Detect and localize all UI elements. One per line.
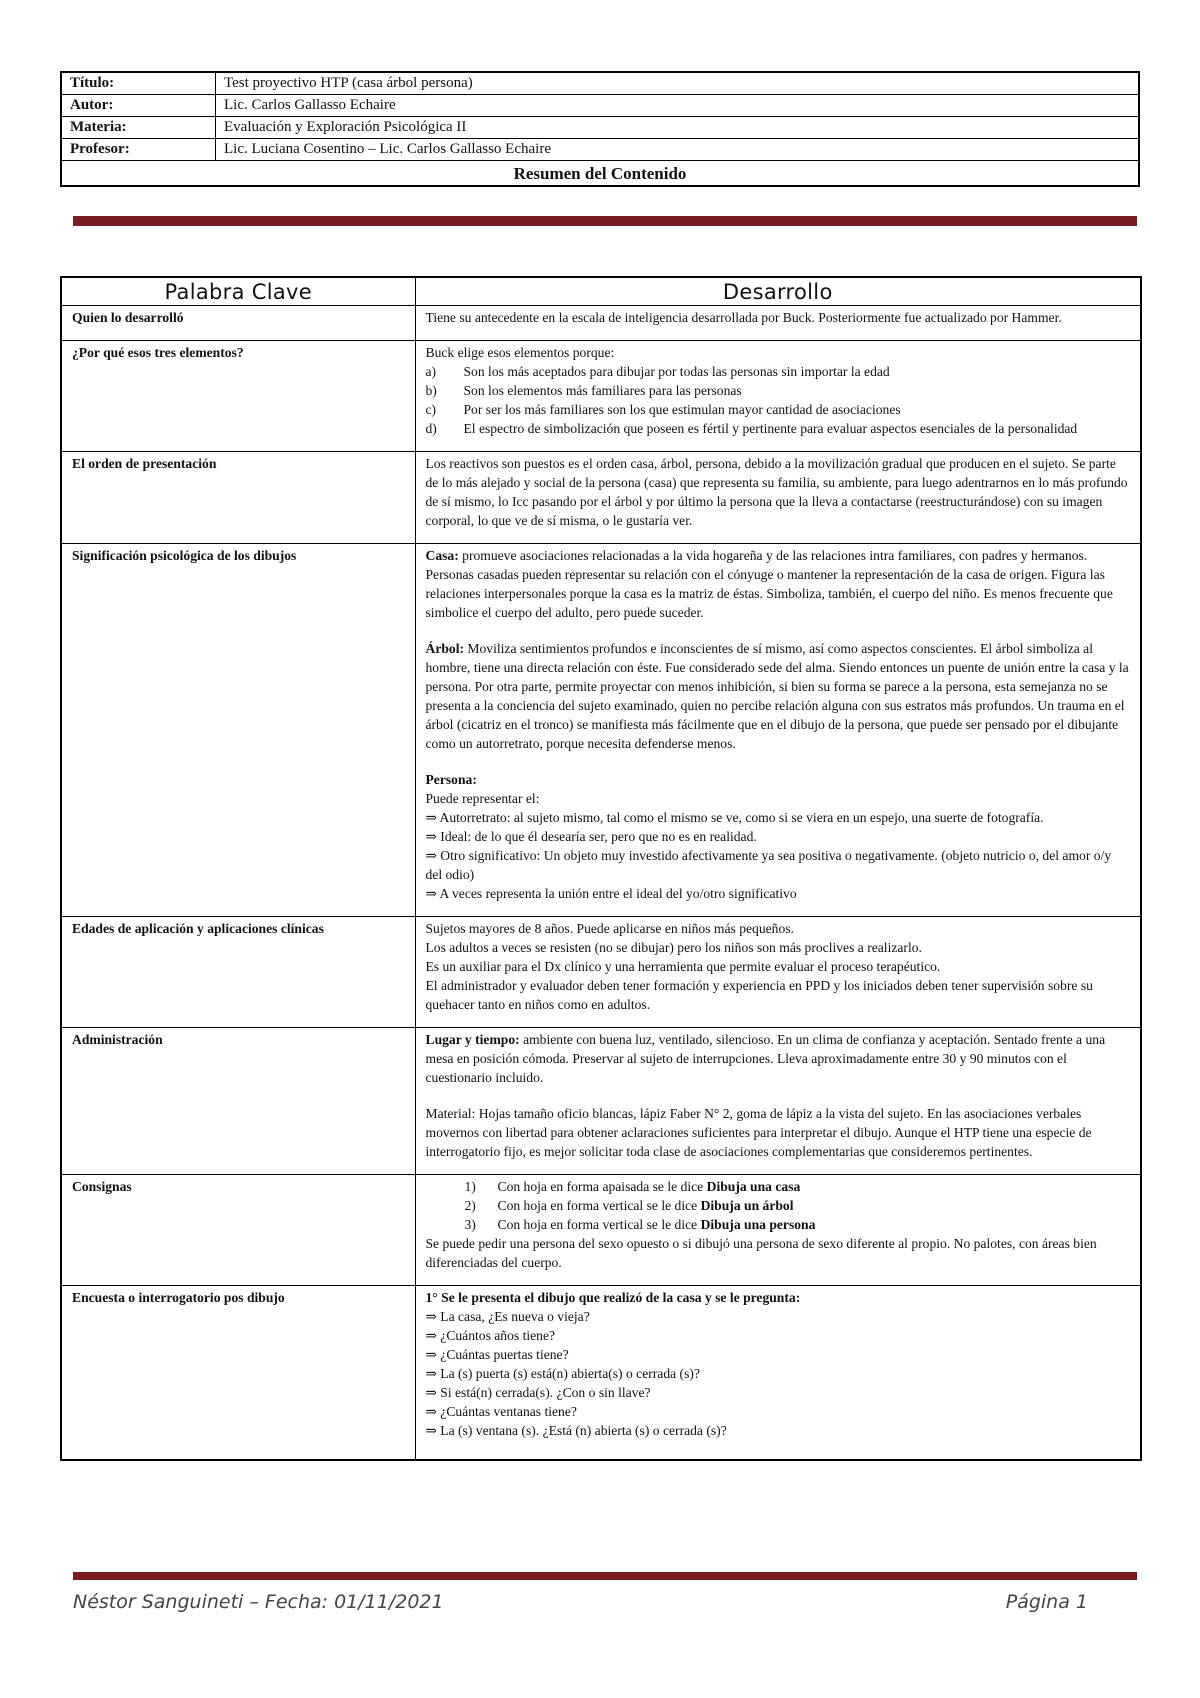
footer-page-number: Página 1: [1005, 1591, 1088, 1613]
list-marker: 1): [464, 1179, 476, 1194]
info-row-title: [61, 72, 1139, 95]
list-marker: 3): [464, 1217, 476, 1232]
row-content: [415, 306, 1141, 341]
summary-title: Resumen del Contenido: [61, 161, 1139, 187]
column-header-development: Desarrollo: [415, 277, 1141, 306]
row-content: [415, 1286, 1141, 1461]
divider-bar-bottom: [73, 1572, 1137, 1580]
divider-bar-top: [73, 216, 1137, 226]
list-text: Con hoja en forma apaisada se le dice: [497, 1179, 707, 1194]
table-row: [61, 306, 1141, 341]
list-item: [426, 1196, 1131, 1215]
term-text: ambiente con buena luz, ventilado, silencioso. En un clima de confianza y aceptación. Sentado frente a una mesa en posición cómoda. Preservar al sujeto de interrupciones. Lleva aproximadamente entre 30 y 90 minutos con el cuestionario incluido.: [425, 1032, 1106, 1085]
list-marker: d): [425, 421, 437, 436]
row-key: Encuesta o interrogatorio pos dibujo: [61, 1286, 415, 1461]
instruction-bold: Dibuja una persona: [700, 1217, 816, 1232]
info-row-author: [61, 95, 1139, 117]
row-key: El orden de presentación: [61, 452, 415, 544]
table-row: [61, 1175, 1141, 1286]
paragraph: [426, 1030, 1131, 1087]
row-content: [415, 917, 1141, 1028]
paragraph: Material: Hojas tamaño oficio blancas, lápiz Faber N° 2, goma de lápiz a la vista del sujeto. En las asociaciones verbales movernos con libertad para obtener aclaraciones suficientes para interpretar el dibujo. Aunque el HTP tiene una especie de interrogatorio fijo, es mejor solicitar toda clase de asociaciones complementarias que consideremos pertinentes.: [425, 1106, 1092, 1159]
info-label: Título:: [61, 72, 216, 95]
info-label: Autor:: [61, 95, 216, 117]
arrow-item: ⇒ Si está(n) cerrada(s). ¿Con o sin llave?: [425, 1385, 651, 1400]
paragraph: Los reactivos son puestos es el orden casa, árbol, persona, debido a la movilización gradual que producen en el sujeto. Se parte de lo más alejado y social de la persona (casa) que representa su familia, su ambiente, para luego adentrarnos en lo más profundo de sí mismo, lo Icc pasando por el árbol y por último la persona que la lleva a contactarse (reestructurándose) con su imagen corporal, lo que ve de sí misma, o le gustaría ver.: [425, 456, 1128, 528]
list-marker: a): [425, 364, 437, 379]
row-key: Edades de aplicación y aplicaciones clínicas: [61, 917, 415, 1028]
row-content: [415, 1175, 1141, 1286]
arrow-item: ⇒ La (s) ventana (s). ¿Está (n) abierta (s) o cerrada (s)?: [425, 1423, 727, 1438]
list-text: Con hoja en forma vertical se le dice: [497, 1217, 701, 1232]
row-content: [415, 1028, 1141, 1175]
arrow-item: ⇒ A veces representa la unión entre el ideal del yo/otro significativo: [425, 886, 797, 901]
reasons-list: [426, 362, 1131, 438]
arrow-item: ⇒ ¿Cuántas puertas tiene?: [425, 1347, 569, 1362]
list-item: [426, 381, 1131, 400]
row-content: [415, 544, 1141, 917]
arrow-item: ⇒ ¿Cuántos años tiene?: [425, 1328, 556, 1343]
paragraph: Es un auxiliar para el Dx clínico y una herramienta que permite evaluar el proceso terapéutico.: [425, 959, 941, 974]
arrow-item: ⇒ La casa, ¿Es nueva o vieja?: [425, 1309, 590, 1324]
info-value: Lic. Luciana Cosentino – Lic. Carlos Gallasso Echaire: [216, 139, 1140, 161]
info-row-subject: [61, 117, 1139, 139]
table-row: [61, 544, 1141, 917]
info-label: Profesor:: [61, 139, 216, 161]
paragraph: Sujetos mayores de 8 años. Puede aplicarse en niños más pequeños.: [425, 921, 794, 936]
table-row: [61, 917, 1141, 1028]
paragraph: 1° Se le presenta el dibujo que realizó de la casa y se le pregunta:: [425, 1290, 801, 1305]
paragraph: Los adultos a veces se resisten (no se dibujar) pero los niños son más proclives a realizarlo.: [425, 940, 922, 955]
row-content: [415, 452, 1141, 544]
list-text: Con hoja en forma vertical se le dice: [497, 1198, 701, 1213]
term-label: Persona:: [425, 772, 477, 787]
arrow-item: ⇒ Autorretrato: al sujeto mismo, tal como el mismo se ve, como si se viera en un espejo, una suerte de fotografía.: [425, 810, 1044, 825]
paragraph: Puede representar el:: [425, 791, 540, 806]
list-item: [426, 362, 1131, 381]
list-item: [426, 419, 1131, 438]
arrow-item: ⇒ Ideal: de lo que él desearía ser, pero que no es en realidad.: [425, 829, 757, 844]
list-marker: c): [425, 402, 437, 417]
list-item: [426, 400, 1131, 419]
column-header-keyword: Palabra Clave: [61, 277, 415, 306]
row-key: ¿Por qué esos tres elementos?: [61, 341, 415, 452]
term-text: promueve asociaciones relacionadas a la vida hogareña y de las relaciones intra familiares, con padres y hermanos. Personas casadas pueden representar su relación con el cónyuge o mantener la representación de la casa de origen. Figura las relaciones interpersonales porque la casa es la matriz de éstas. Simboliza, también, el cuerpo del niño. Es menos frecuente que simbolice el cuerpo del adulto, pero puede suceder.: [425, 548, 1113, 620]
list-text: Son los elementos más familiares para las personas: [463, 383, 742, 398]
paragraph: [426, 639, 1131, 753]
table-row: [61, 1286, 1141, 1461]
info-value: Evaluación y Exploración Psicológica II: [216, 117, 1140, 139]
row-content: [415, 341, 1141, 452]
footer-author-date: Néstor Sanguineti – Fecha: 01/11/2021: [73, 1591, 444, 1613]
term-label: Lugar y tiempo:: [425, 1032, 520, 1047]
table-row: [61, 452, 1141, 544]
list-text: El espectro de simbolización que poseen es fértil y pertinente para evaluar aspectos esenciales de la personalidad: [463, 421, 1078, 436]
row-key: Administración: [61, 1028, 415, 1175]
term-text: Moviliza sentimientos profundos e inconscientes de sí mismo, así como aspectos conscientes. El árbol simboliza al hombre, tiene una directa relación con éste. Fue considerado sede del alma. Siendo entonces un puente de unión entre la casa y la persona. Por otra parte, permite proyectar con menos inhibición, si bien su forma se parece a la persona, esta semejanza no se presenta a la conciencia del sujeto examinado, quien no percibe relación alguna con sus estratos más profundos. Un trauma en el árbol (cicatriz en el tronco) se manifiesta más fácilmente que en el dibujo de la persona, que puede ser pensado por el dibujante como un autorretrato, porque necesita defenderse menos.: [425, 641, 1129, 751]
info-header-table: [60, 71, 1140, 187]
paragraph: Tiene su antecedente en la escala de inteligencia desarrollada por Buck. Posteriormente fue actualizado por Hammer.: [425, 310, 1062, 325]
row-key: Quien lo desarrolló: [61, 306, 415, 341]
content-table: [60, 276, 1142, 1461]
info-value: Lic. Carlos Gallasso Echaire: [216, 95, 1140, 117]
arrow-item: ⇒ La (s) puerta (s) está(n) abierta(s) o cerrada (s)?: [425, 1366, 700, 1381]
list-item: [426, 1177, 1131, 1196]
row-key: Consignas: [61, 1175, 415, 1286]
info-value: Test proyectivo HTP (casa árbol persona): [216, 72, 1140, 95]
list-marker: b): [425, 383, 437, 398]
list-marker: 2): [464, 1198, 476, 1213]
list-text: Son los más aceptados para dibujar por todas las personas sin importar la edad: [463, 364, 890, 379]
paragraph: [426, 546, 1131, 622]
paragraph: El administrador y evaluador deben tener formación y experiencia en PPD y los iniciados deben tener supervisión sobre su quehacer tanto en niños como en adultos.: [425, 978, 1093, 1012]
instructions-list: [426, 1177, 1131, 1234]
info-row-professor: [61, 139, 1139, 161]
table-row: [61, 1028, 1141, 1175]
paragraph: Buck elige esos elementos porque:: [425, 345, 615, 360]
term-label: Árbol:: [425, 641, 465, 656]
arrow-item: ⇒ ¿Cuántas ventanas tiene?: [425, 1404, 577, 1419]
info-label: Materia:: [61, 117, 216, 139]
list-item: [426, 1215, 1131, 1234]
paragraph: Se puede pedir una persona del sexo opuesto o si dibujó una persona de sexo diferente al propio. No palotes, con áreas bien diferenciadas del cuerpo.: [425, 1236, 1097, 1270]
row-key: Significación psicológica de los dibujos: [61, 544, 415, 917]
list-text: Por ser los más familiares son los que estimulan mayor cantidad de asociaciones: [463, 402, 901, 417]
arrow-item: ⇒ Otro significativo: Un objeto muy investido afectivamente ya sea positiva o negativamente. (objeto nutricio o, del amor o/y del odio): [425, 848, 1112, 882]
table-row: [61, 341, 1141, 452]
term-label: Casa:: [425, 548, 459, 563]
instruction-bold: Dibuja una casa: [706, 1179, 801, 1194]
instruction-bold: Dibuja un árbol: [700, 1198, 794, 1213]
